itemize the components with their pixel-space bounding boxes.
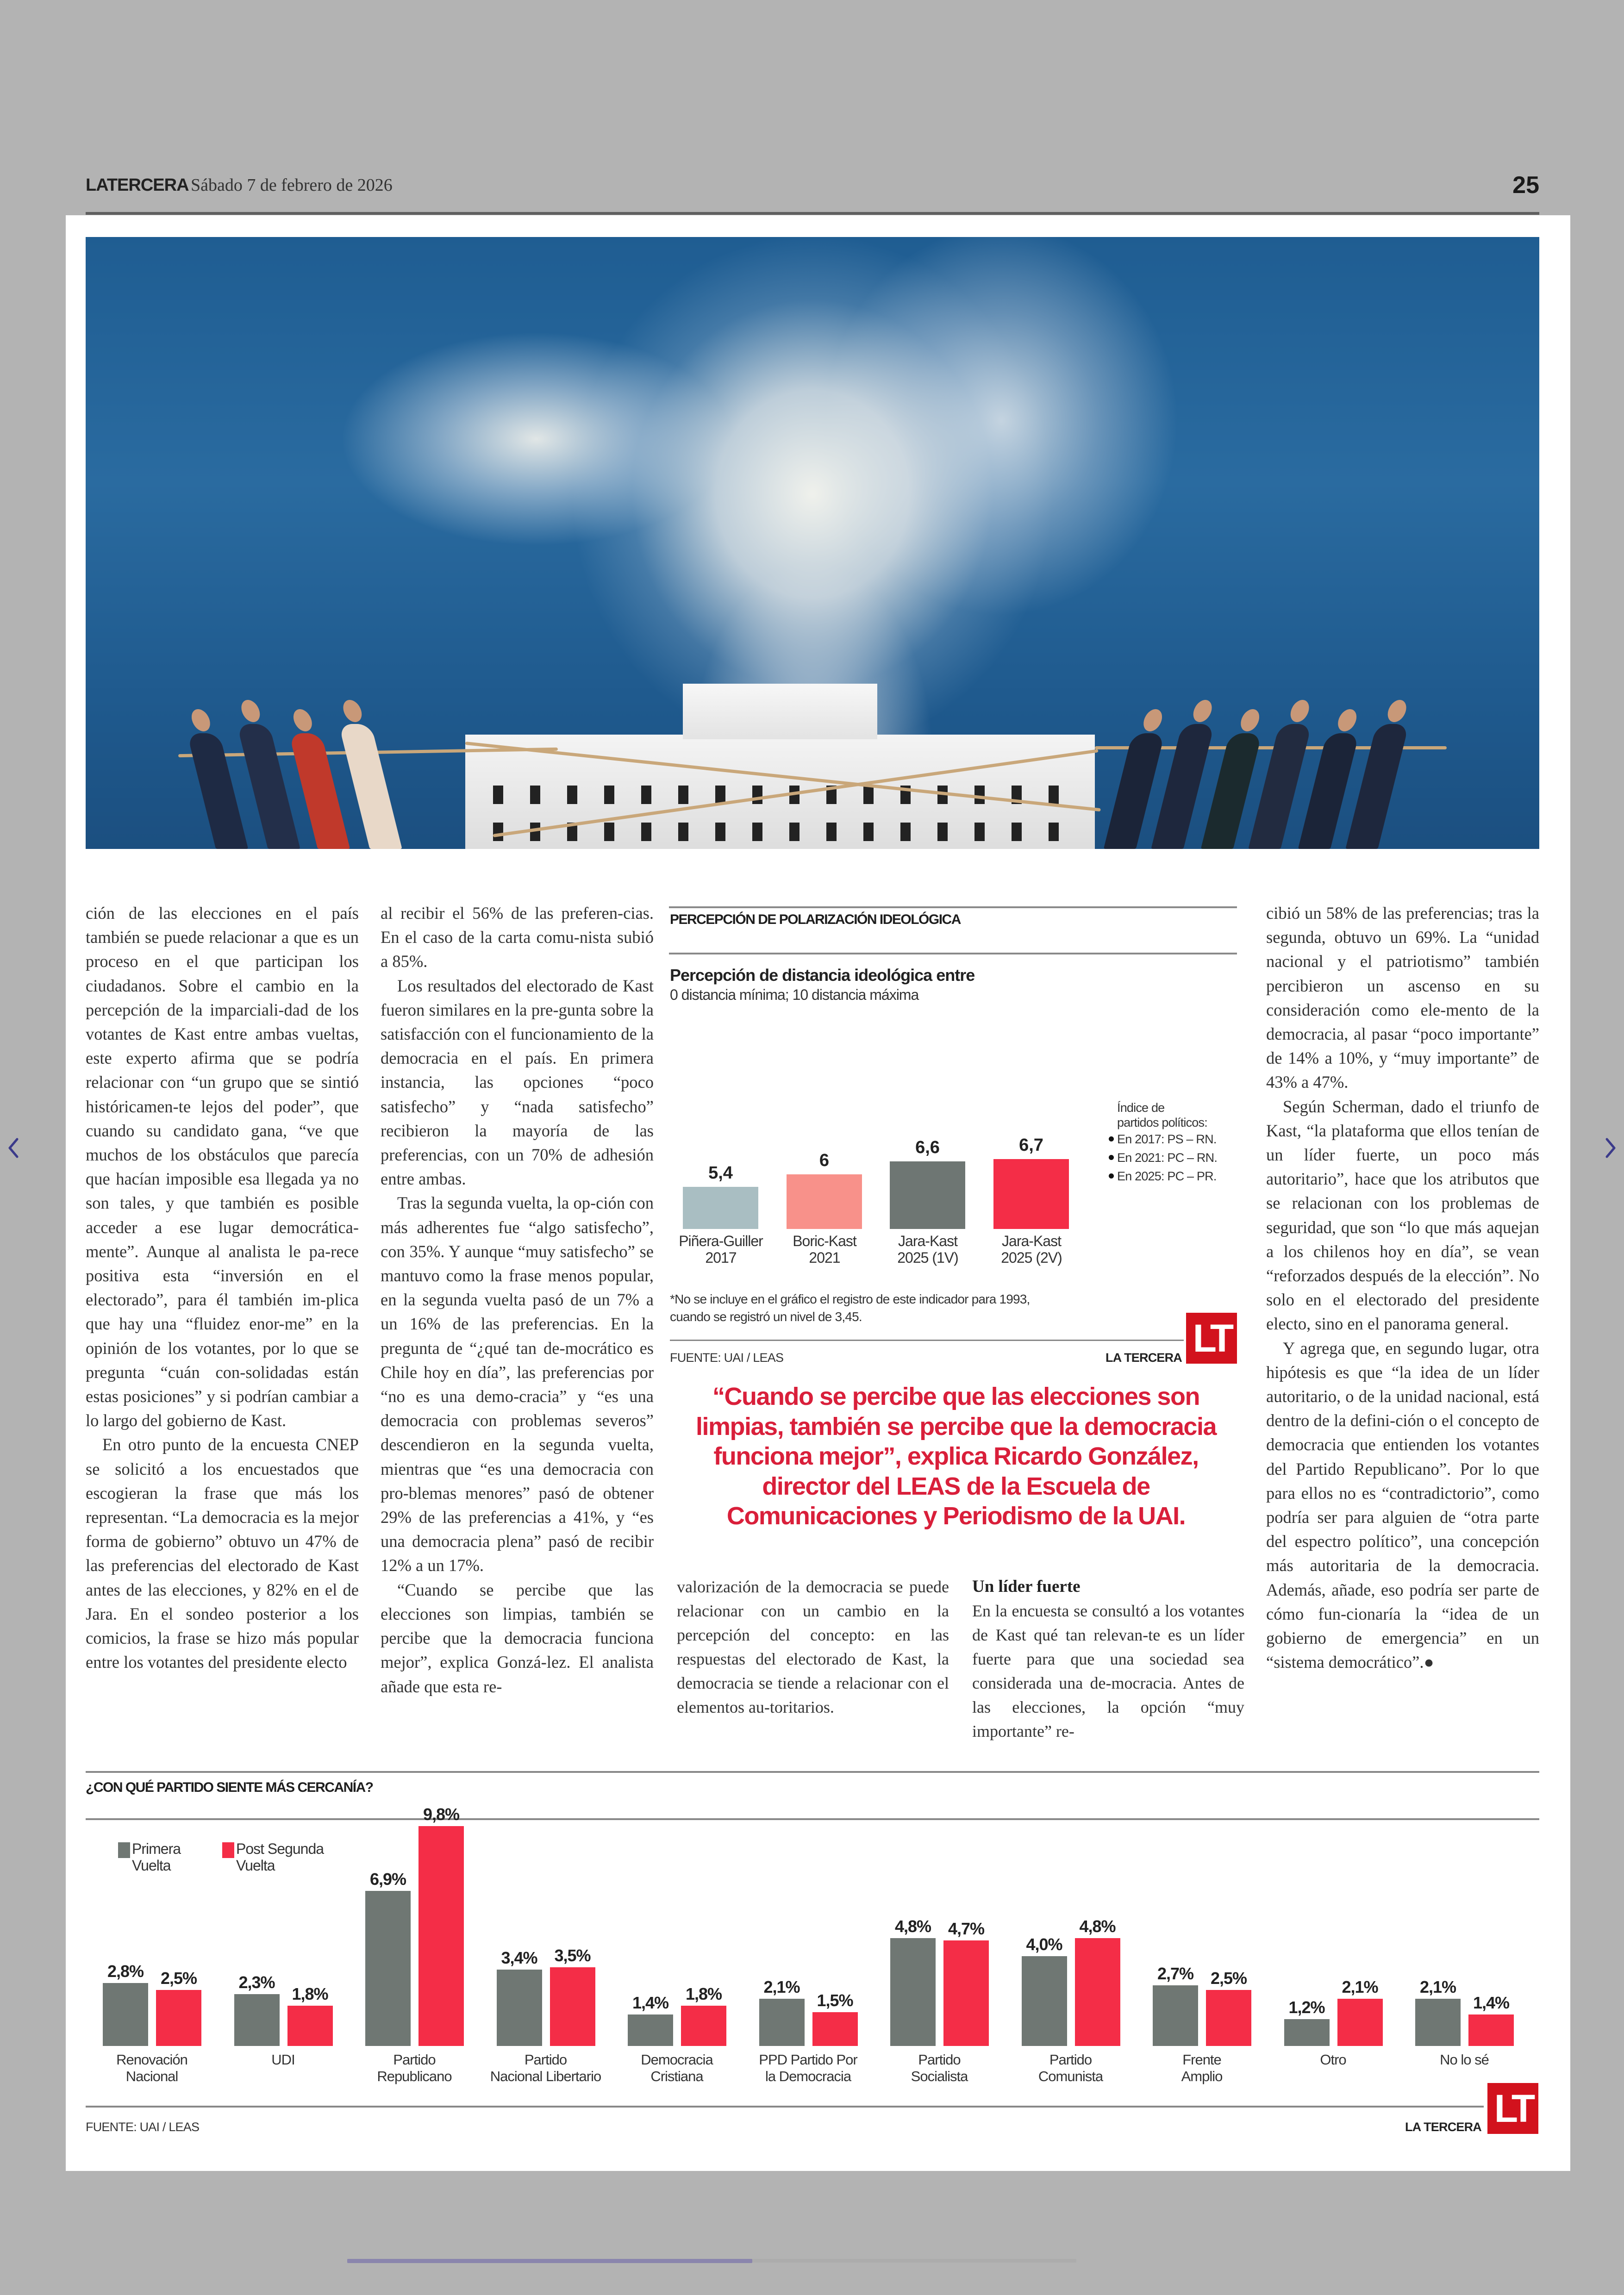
paragraph: Tras la segunda vuelta, la op-ción con más adherentes fue “algo satisfecho”, con 35%. Y aunque “muy satisfecho” se mantuvo como la frase menos popular, en la segunda vuelta pasó de un 7% a un 16% de las preferencias. En la pregunta de “¿qué tan de-mocrático es Chile hoy en día”, las preferencias por “no es una demo-cracia” y “es una democracia con problemas severos” descendieron en la segunda vuelta, mientras que “es una democracia con pro-blemas menores” pasó de obtener 29% de las preferencias a 41%, y “es una democracia plena” pasó de recibir 12% a un 17%. xyxy=(381,1193,654,1575)
chart2-category-label: PPD Partido Por la Democracia xyxy=(759,2052,857,2084)
chart2-value-label: 2,8% xyxy=(107,1962,144,1981)
chart1-bar xyxy=(890,1161,965,1229)
chart2-value-label: 2,7% xyxy=(1157,1964,1194,1983)
paragraph: ción de las elecciones en el país también se puede relacionar a que es un proceso en el que participan los ciudadanos. Sobre el cambio en la percepción de la imparciali-dad de los votantes de Kast entre ambas vueltas, este experto afirma que se podría relacionar con “un grupo que se sintió históricamen-te lejos del poder”, que cuando su candidato gana, “ve que muchos de los obstáculos que parecía que hacían imposible esa llegada ya no son tales, y que también es posible acceder a ese lugar democrática-mente”. Aunque al analista le pa-rece positiva esta “inversión en el electorado”, para él también im-plica que hay una “fluidez enor-me” en la opinión de los votantes, por lo que se pregunta “cuán con-solidadas están estas posiciones” y si podrían cambiar a lo largo del gobierno de Kast. xyxy=(86,904,359,1430)
chart1-value-label: 6,6 xyxy=(915,1137,940,1157)
chart2-bar xyxy=(628,2014,673,2046)
legend-item: En 2017: PS – RN. xyxy=(1117,1130,1217,1148)
chart2-bar xyxy=(287,2006,333,2046)
paragraph: Según Scherman, dado el triunfo de Kast, “la plataforma que ellos tenían de un líder fuerte, un poco más autoritario”, hace que los atributos que se relacionan con los problemas de seguridad, que son “lo que más aquejan a los chilenos hoy en día”, se vean “reforzados después de la elección”. No solo en el electorado del presidente electo, sino en el panorama general. xyxy=(1266,1097,1539,1334)
chart1-category-label: Boric-Kast 2021 xyxy=(793,1233,856,1266)
paragraph: Los resultados del electorado de Kast fueron similares en la pre-gunta sobre la satisfacción con el funcionamiento de la democracia en el país. En primera instancia, las opciones “poco satisfecho” y “nada satisfecho” recibieron la mayoría de las preferencias, con un 70% de adhesión entre ambas. xyxy=(381,976,654,1189)
chart2-bar xyxy=(1337,1999,1383,2046)
chart1-subtitle: Percepción de distancia ideológica entre xyxy=(670,966,975,985)
chart1-plot xyxy=(679,1018,1081,1266)
chart2-category-label: Renovación Nacional xyxy=(116,2052,187,2084)
article-column-4 xyxy=(1266,901,1539,1675)
chart2-footer-rule xyxy=(86,2106,1484,2108)
chart2-value-label: 2,1% xyxy=(763,1977,800,1997)
chart2-bar xyxy=(103,1983,148,2046)
article-column-3a xyxy=(677,1575,949,1719)
paragraph: Y agrega que, en segundo lugar, otra hipótesis es que “la idea de un líder autoritario, o de la unidad nacional, está dentro de la defini-ción o el concepto de democracia que entienden los votantes del Partido Republicano”. Por lo que para ellos no es “contradictorio”, como podría ser para alguien de “otra parte del espectro político”, una concepción más autoritaria de la democracia. Además, añade, eso podría ser parte de cómo fun-cionaría la “idea de un gobierno de emergencia” en un “sistema democrático”.● xyxy=(1266,1338,1539,1672)
team-left xyxy=(201,696,488,849)
chart2-bar xyxy=(550,1967,595,2046)
article-column-1 xyxy=(86,901,359,1675)
chart1-bar xyxy=(993,1159,1069,1229)
paragraph: En la encuesta se consultó a los votantes de Kast qué tan relevan-te es un líder fuerte para que una sociedad sea considerada una de-mocracia. Antes de las elecciones, la opción “muy importante” re- xyxy=(972,1602,1244,1740)
chart2-bar xyxy=(681,2006,726,2046)
legend-item: En 2021: PC – RN. xyxy=(1117,1148,1217,1167)
chart2-bar xyxy=(812,2012,858,2046)
chart1-bar xyxy=(787,1174,862,1229)
chart1-bar xyxy=(683,1187,758,1229)
chart2-bar xyxy=(1153,1985,1198,2046)
chart1-value-label: 5,4 xyxy=(708,1163,733,1183)
chart2-value-label: 4,7% xyxy=(948,1919,985,1939)
end-mark-icon: ● xyxy=(1424,1653,1434,1672)
chart1-title: PERCEPCIÓN DE POLARIZACIÓN IDEOLÓGICA xyxy=(670,912,961,927)
chart2-value-label: 2,1% xyxy=(1419,1977,1456,1997)
chart2-value-label: 2,3% xyxy=(238,1973,275,1992)
paragraph: En otro punto de la encuesta CNEP se solicitó a los encuestados que escogieran la frase que más los representan. “La democracia es la mejor forma de gobierno” obtuvo un 47% de las preferencias del electorado de Kast antes de las elecciones, y 82% en el de Jara. En el sondeo posterior a los comicios, la frase se hizo más popular entre los votantes del presidente electo xyxy=(86,1435,359,1672)
chart1-category-label: Jara-Kast 2025 (2V) xyxy=(1001,1233,1062,1266)
subheading: Un líder fuerte xyxy=(972,1577,1081,1596)
chart2-bar xyxy=(365,1891,411,2046)
chart2-value-label: 1,4% xyxy=(1473,1993,1510,2013)
chart2-bar xyxy=(1415,1999,1461,2046)
chart1-value-label: 6 xyxy=(819,1150,830,1170)
paragraph: al recibir el 56% de las preferen-cias. En el caso de la carta comu-nista subió a 85%. xyxy=(381,904,654,971)
chart2-bar xyxy=(943,1940,989,2046)
chart2-plot xyxy=(86,1804,1539,2088)
chart2-value-label: 4,8% xyxy=(894,1917,931,1936)
chart2-value-label: 1,4% xyxy=(632,1993,669,2013)
paragraph: cibió un 58% de las preferencias; tras la segunda, obtuvo un 69%. La “unidad nacional y el patriotismo” también percibieron un ascenso en su consideración como ele-mento de la democracia, al pasar “poco importante” de 14% a 10%, y “muy importante” de 43% a 47%. xyxy=(1266,904,1539,1092)
chart1-legend xyxy=(1117,1100,1217,1185)
chart2-value-label: 2,5% xyxy=(1210,1968,1247,1988)
chart2-title-rule xyxy=(86,1818,1539,1820)
la-tercera-logo-2: LT xyxy=(1487,2083,1538,2134)
header-rule xyxy=(86,212,1539,215)
chart2-category-label: Partido Socialista xyxy=(911,2052,968,2084)
chart2-value-label: 4,8% xyxy=(1079,1917,1116,1936)
chart1-title-rule xyxy=(669,953,1237,954)
chart1-value-label: 6,7 xyxy=(1019,1135,1043,1155)
chart2-value-label: 1,2% xyxy=(1288,1997,1325,2017)
chart2-value-label: 3,5% xyxy=(554,1946,591,1965)
chart2-value-label: 1,5% xyxy=(817,1991,853,2010)
chart1-category-label: Piñera-Guiller 2017 xyxy=(679,1233,763,1266)
article-column-3b xyxy=(972,1575,1244,1743)
page-header xyxy=(86,172,1539,203)
legend-label: Primera Vuelta xyxy=(132,1840,181,1874)
chart2-value-label: 2,5% xyxy=(160,1968,197,1988)
chart1-footer-rule xyxy=(670,1340,1184,1341)
chart2-category-label: Democracia Cristiana xyxy=(641,2052,713,2084)
issue-date: Sábado 7 de febrero de 2026 xyxy=(190,175,393,195)
chart2-title: ¿CON QUÉ PARTIDO SIENTE MÁS CERCANÍA? xyxy=(86,1780,373,1795)
chart2-value-label: 1,8% xyxy=(292,1984,328,2003)
page-scrollbar-thumb[interactable] xyxy=(347,2259,752,2263)
chevron-right-icon xyxy=(1603,1136,1617,1160)
legend-item: En 2025: PC – PR. xyxy=(1117,1167,1217,1185)
chart2-category-label: UDI xyxy=(271,2052,295,2068)
legend-heading: partidos políticos: xyxy=(1117,1116,1207,1129)
chart2-value-label: 1,8% xyxy=(685,1984,722,2003)
chart1-credit: LA TERCERA xyxy=(1106,1351,1182,1365)
legend-swatch xyxy=(118,1842,130,1858)
chart2-category-label: Partido Nacional Libertario xyxy=(490,2052,601,2084)
chart2-bar xyxy=(1468,2014,1514,2046)
previous-page-button[interactable] xyxy=(5,1134,23,1162)
team-right xyxy=(1118,696,1451,849)
lead-photo xyxy=(86,237,1539,849)
chart2-bar xyxy=(1075,1938,1120,2046)
chart2-bar xyxy=(1206,1990,1251,2046)
page-number: 25 xyxy=(1512,172,1539,199)
chart2-category-label: Otro xyxy=(1320,2052,1346,2068)
chart2-category-label: Frente Amplio xyxy=(1181,2052,1223,2084)
chart2-bar xyxy=(234,1994,280,2046)
la-tercera-logo: LT xyxy=(1186,1313,1237,1364)
chart2-value-label: 6,9% xyxy=(369,1870,406,1889)
chart2-bar xyxy=(1022,1956,1067,2046)
newspaper-brand: LATERCERA xyxy=(86,175,189,195)
chart2-category-label: No lo sé xyxy=(1440,2052,1489,2068)
chart2-value-label: 2,1% xyxy=(1342,1977,1378,1997)
chart2-bar xyxy=(156,1990,201,2046)
chart1-source: FUENTE: UAI / LEAS xyxy=(670,1351,784,1365)
chart1-category-label: Jara-Kast 2025 (1V) xyxy=(897,1233,958,1266)
paragraph: valorización de la democracia se puede relacionar con un cambio en la percepción del concepto: en las respuestas del electorado de Kast, la democracia se tiende a relacionar con el elementos au-toritarios. xyxy=(677,1578,949,1716)
legend-heading: Índice de xyxy=(1117,1101,1165,1115)
chart2-bar xyxy=(1284,2019,1330,2046)
chart2-bar xyxy=(418,1826,464,2046)
chart2-value-label: 3,4% xyxy=(501,1948,537,1968)
chart2-bar xyxy=(497,1970,542,2046)
legend-label: Post Segunda Vuelta xyxy=(236,1840,324,1874)
subsection-body xyxy=(972,1599,1244,1743)
next-page-button[interactable] xyxy=(1601,1134,1619,1162)
paragraph: “Cuando se percibe que las elecciones son limpias, también se percibe que la democracia funciona mejor”, explica Gonzá-lez. El analista añade que esta re- xyxy=(381,1580,654,1696)
chart2-credit: LA TERCERA xyxy=(1405,2120,1481,2134)
chart2-value-label: 9,8% xyxy=(423,1804,460,1824)
chart1-top-rule xyxy=(669,906,1237,908)
chart1-footnote: *No se incluye en el gráfico el registro de este indicador para 1993, cuando se registró un nivel de 3,45. xyxy=(670,1292,1030,1324)
legend-swatch xyxy=(222,1842,234,1858)
chart2-top-rule xyxy=(86,1771,1539,1773)
pull-quote: “Cuando se percibe que las elecciones son limpias, también se percibe que la democracia funciona mejor”, explica Ricardo González, director del LEAS de la Escuela de Comunicaciones y Periodismo de la UAI. xyxy=(696,1383,1216,1530)
chevron-left-icon xyxy=(7,1136,21,1160)
chart2-bar xyxy=(759,1999,805,2046)
chart2-category-label: Partido Republicano xyxy=(377,2052,452,2084)
chart2-bar xyxy=(890,1938,936,2046)
chart1-scale-note: 0 distancia mínima; 10 distancia máxima xyxy=(670,986,919,1003)
article-column-2 xyxy=(381,901,654,1699)
chart2-source: FUENTE: UAI / LEAS xyxy=(86,2120,200,2134)
chart2-value-label: 4,0% xyxy=(1026,1935,1062,1954)
chart2-category-label: Partido Comunista xyxy=(1038,2052,1103,2084)
